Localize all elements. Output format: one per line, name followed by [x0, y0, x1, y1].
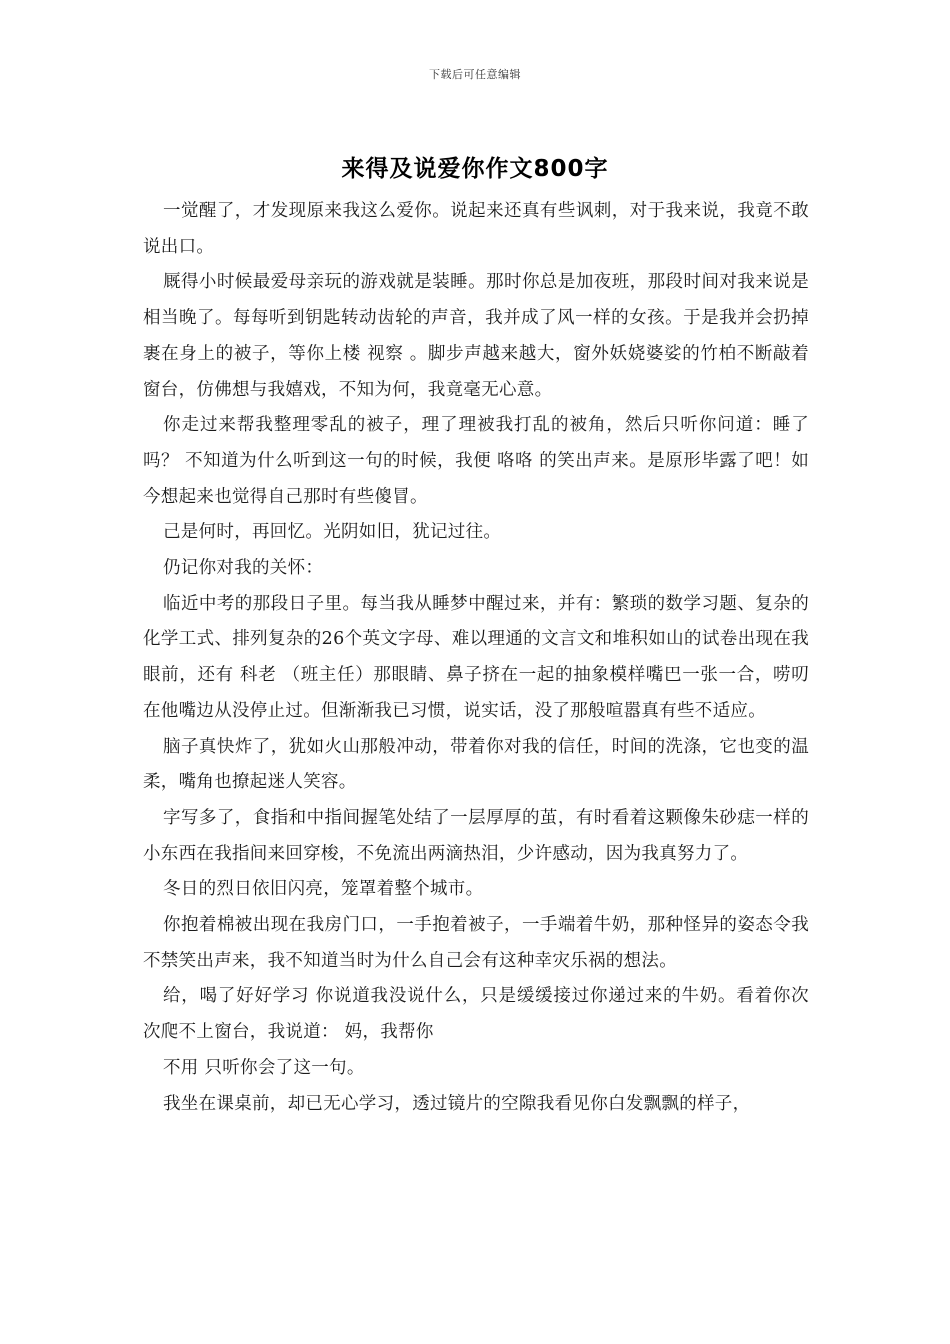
- paragraph: 给，喝了好好学习 你说道我没说什么，只是缓缓接过你递过来的牛奶。看着你次次爬不上窗台，我说道： 妈，我帮你: [143, 986, 809, 1043]
- paragraph: 一觉醒了，才发现原来我这么爱你。说起来还真有些讽刺，对于我来说，我竟不敢说出口。: [143, 201, 809, 257]
- paragraph: 脑子真快炸了，犹如火山那般冲动，带着你对我的信任，时间的洗涤，它也变的温柔，嘴角也撩起迷人笑容。: [143, 736, 809, 793]
- paragraph: 仍记你对我的关怀：: [163, 558, 324, 579]
- essay-body: [143, 194, 809, 1122]
- paragraph: 己是何时，再回忆。光阴如旧，犹记过往。: [163, 522, 502, 543]
- paragraph: 冬日的烈日依旧闪亮，笼罩着整个城市。: [163, 879, 484, 900]
- paragraph: 不用 只听你会了这一句。: [163, 1057, 365, 1078]
- paragraph: 你抱着棉被出现在我房门口，一手抱着被子，一手端着牛奶，那种怪异的姿态令我不禁笑出声来，我不知道当时为什么自己会有这种幸灾乐祸的想法。: [143, 915, 809, 971]
- paragraph: 厩得小时候最爱母亲玩的游戏就是装睡。那时你总是加夜班，那段时间对我来说是相当晚了。每每听到钥匙转动齿轮的声音，我并成了风一样的女孩。于是我并会扔掉裹在身上的被子，等你上楼 视察 。脚步声越来越大，窗外妖娆婆娑的竹柏不断敲着窗台，仿佛想与我嬉戏，不知为何，我竟毫无心意。: [143, 272, 809, 400]
- paragraph: 临近中考的那段日子里。每当我从睡梦中醒过来，并有：繁琐的数学习题、复杂的化学工式、排列复杂的26个英文字母、难以理通的文言文和堆积如山的试卷出现在我眼前，还有 科老 （班主任）那眼睛、鼻子挤在一起的抽象模样嘴巴一张一合，唠叨在他嘴边从没停止过。但渐渐我已习惯，说实话，没了那般喧嚣真有些不适应。: [143, 593, 809, 721]
- document-title: 来得及说爱你作文800字: [341, 156, 609, 182]
- paragraph: 我坐在课桌前，却已无心学习，透过镜片的空隙我看见你白发飘飘的样子，: [163, 1093, 751, 1114]
- paragraph: 你走过来帮我整理零乱的被子，理了理被我打乱的被角，然后只听你问道：睡了吗？ 不知道为什么听到这一句的时候，我便 咯咯 的笑出声来。是原形毕露了吧！如今想起来也觉得自己那时有些傻冒。: [143, 415, 809, 507]
- header-note: 下载后可任意编辑: [429, 68, 521, 81]
- paragraph: 字写多了，食指和中指间握笔处结了一层厚厚的茧，有时看着这颗像朱砂痣一样的小东西在我指间来回穿梭，不免流出两滴热泪，少许感动，因为我真努力了。: [143, 807, 809, 864]
